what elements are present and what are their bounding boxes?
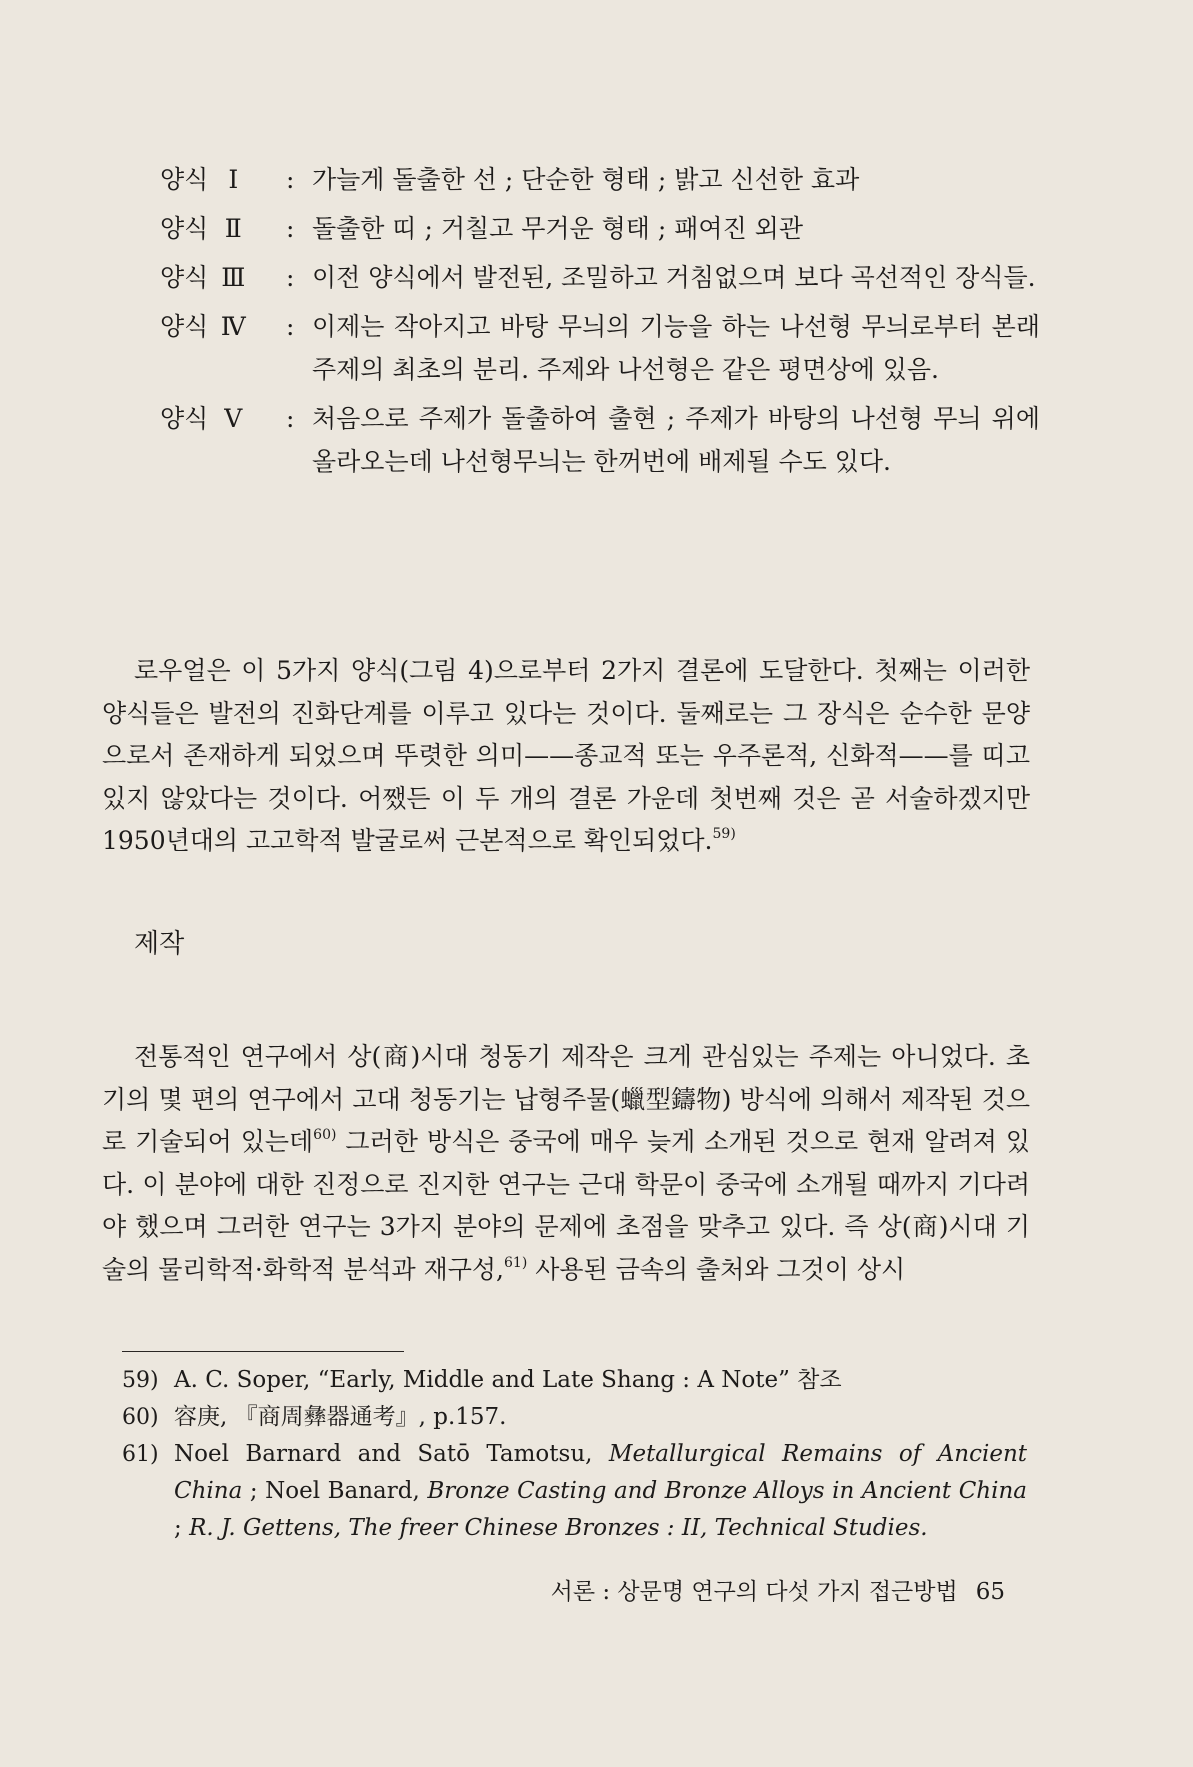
section-heading: 제작 bbox=[134, 929, 185, 959]
footnote bbox=[122, 1362, 1027, 1399]
footnote-ref[interactable]: 60) bbox=[313, 1127, 337, 1143]
paragraph-text: 전통적인 연구에서 상(商)시대 청동기 제작은 크게 관심있는 주제는 아니었다. 초기의 몇 편의 연구에서 고대 청동기는 납형주물(蠟型鑄物) 방식에 의해서 제작된 것으로 기술되어 있는데 bbox=[102, 1042, 1030, 1156]
paragraph-text: 그러한 방식은 중국에 매우 늦게 소개된 것으로 현재 알려져 있다. 이 분야에 대한 진정으로 진지한 연구는 근대 학문이 중국에 소개될 때까지 기다려야 했으며 그러한 연구는 3가지 분야의 문제에 초점을 맞추고 있다. 즉 상(商)시대 기술의 물리학적·화학적 분석과 재구성, bbox=[102, 1127, 1030, 1284]
footnotes bbox=[122, 1362, 1027, 1547]
style-description: 이전 양식에서 발전된, 조밀하고 거침없으며 보다 곡선적인 장식들. bbox=[312, 263, 1036, 292]
style-description: 가늘게 돌출한 선 ; 단순한 형태 ; 밝고 신선한 효과 bbox=[312, 165, 860, 194]
style-label bbox=[160, 256, 286, 299]
style-word: 양식 bbox=[160, 165, 209, 194]
footnote bbox=[122, 1436, 1027, 1547]
page-footer bbox=[551, 1575, 1005, 1609]
style-item bbox=[160, 256, 1040, 299]
page-number: 65 bbox=[975, 1579, 1005, 1605]
style-numeral: Ⅳ bbox=[220, 312, 246, 341]
style-description: 이제는 작아지고 바탕 무늬의 기능을 하는 나선형 무늬로부터 본래 주제의 최초의 분리. 주제와 나선형은 같은 평면상에 있음. bbox=[312, 312, 1040, 384]
footnote-ref[interactable]: 59) bbox=[712, 826, 736, 842]
style-description: 처음으로 주제가 돌출하여 출현 ; 주제가 바탕의 나선형 무늬 위에 올라오는데 나선형무늬는 한꺼번에 배제될 수도 있다. bbox=[312, 404, 1040, 476]
style-colon: : bbox=[286, 404, 295, 433]
footnote-divider bbox=[122, 1351, 404, 1352]
citation-separator: ; bbox=[174, 1515, 190, 1541]
style-word: 양식 bbox=[160, 214, 209, 243]
style-label bbox=[160, 305, 286, 391]
citation-title: Metallurgical Remains of Ancient China bbox=[174, 1441, 1028, 1504]
style-colon: : bbox=[286, 165, 295, 194]
style-colon: : bbox=[286, 312, 295, 341]
style-item bbox=[160, 397, 1040, 483]
style-word: 양식 bbox=[160, 404, 209, 433]
footnote-number: 60) bbox=[122, 1405, 159, 1430]
footnote-number: 61) bbox=[122, 1442, 159, 1467]
footnote-text: 容庚, 『商周彝器通考』, p.157. bbox=[174, 1404, 507, 1430]
style-list bbox=[160, 158, 1040, 489]
style-word: 양식 bbox=[160, 263, 209, 292]
paragraph-text: 사용된 금속의 출처와 그것이 상시 bbox=[527, 1254, 906, 1284]
footnote bbox=[122, 1399, 1027, 1436]
style-numeral: Ⅴ bbox=[224, 404, 243, 433]
style-numeral: Ⅱ bbox=[224, 214, 242, 243]
style-numeral: Ⅰ bbox=[228, 165, 239, 194]
style-item bbox=[160, 305, 1040, 391]
style-item bbox=[160, 207, 1040, 250]
style-label bbox=[160, 207, 286, 250]
style-word: 양식 bbox=[160, 312, 209, 341]
style-colon: : bbox=[286, 263, 295, 292]
running-title: 서론 : 상문명 연구의 다섯 가지 접근방법 bbox=[550, 1579, 958, 1605]
citation-author: ; Noel Banard, bbox=[242, 1478, 428, 1504]
citation-title: R. J. Gettens, The freer Chinese Bronzes : II, Technical Studies. bbox=[189, 1515, 928, 1541]
footnote-ref[interactable]: 61) bbox=[504, 1254, 528, 1271]
footnote-text: A. C. Soper, “Early, Middle and Late Shang : A Note” 참조 bbox=[174, 1367, 842, 1393]
footnote-text bbox=[174, 1436, 1027, 1547]
style-description: 돌출한 띠 ; 거칠고 무거운 형태 ; 패여진 외관 bbox=[312, 214, 803, 243]
citation-title: Bronze Casting and Bronze Alloys in Ancient China bbox=[427, 1478, 1027, 1504]
style-item bbox=[160, 158, 1040, 201]
style-colon: : bbox=[286, 214, 295, 243]
paragraph-text: 로우얼은 이 5가지 양식(그림 4)으로부터 2가지 결론에 도달한다. 첫째는 이러한 양식들은 발전의 진화단계를 이루고 있다는 것이다. 둘째로는 그 장식은 순수한 문양으로서 존재하게 되었으며 뚜렷한 의미——종교적 또는 우주론적, 신화적——를 띠고 있지 않았다는 것이다. 어쨌든 이 두 개의 결론 가운데 첫번째 것은 곧 서술하겠지만 1950년대의 고고학적 발굴로써 근본적으로 확인되었다. bbox=[102, 656, 1030, 855]
citation-author: Noel Barnard and Satō Tamotsu, bbox=[174, 1441, 609, 1467]
style-label bbox=[160, 397, 286, 483]
body-paragraph bbox=[102, 650, 1030, 863]
style-numeral: Ⅲ bbox=[221, 263, 246, 292]
footnote-number: 59) bbox=[122, 1368, 159, 1393]
body-paragraph bbox=[102, 1036, 1030, 1291]
style-label bbox=[160, 158, 286, 201]
